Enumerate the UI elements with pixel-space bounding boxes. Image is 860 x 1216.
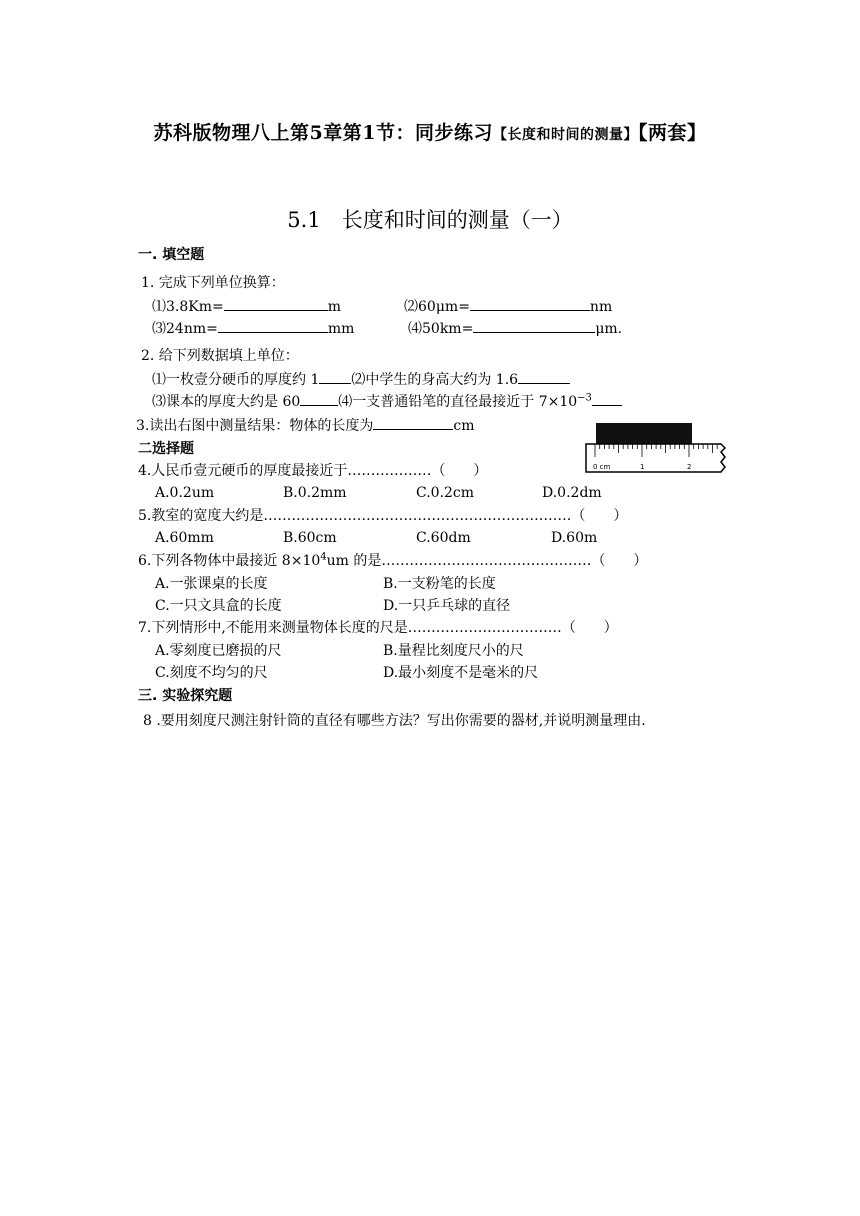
measured-object	[596, 423, 692, 445]
q6-option-d: D.一只乒乓球的直径	[383, 598, 511, 614]
part2-heading: 二选择题	[138, 441, 194, 457]
q1-item-a: ⑴3.8Km= m	[152, 296, 341, 316]
document-title	[0, 118, 860, 145]
q5-option-b: B.60cm	[283, 530, 337, 546]
ruler-figure	[583, 417, 731, 479]
q4-option-a: A.0.2um	[155, 485, 215, 501]
q5-option-c: C.60dm	[416, 530, 471, 546]
q5-option-d: D.60m	[551, 530, 598, 546]
q1-item-c: ⑶24nm= mm	[152, 318, 354, 338]
q4-option-b: B.0.2mm	[283, 485, 347, 501]
q5-stem: 5.教室的宽度大约是…………………………………………………………（ ）	[138, 508, 628, 524]
title-topic: 【长度和时间的测量】	[492, 127, 638, 143]
q1-stem: 1. 完成下列单位换算：	[141, 275, 285, 291]
q2-line-1: ⑴一枚壹分硬币的厚度约 1 ⑵中学生的身高大约为 1.6	[152, 369, 570, 389]
q6-option-a: A.一张课桌的长度	[155, 576, 268, 592]
q2-line-2: ⑶课本的厚度大约是 60 ⑷一支普通铅笔的直径最接近于 $7\times 10^{-3}$	[152, 391, 622, 411]
ruler-label-1: 1	[640, 463, 645, 471]
q2-stem: 2. 给下列数据填上单位：	[141, 348, 299, 364]
q8-stem: 8 .要用刻度尺测注射针筒的直径有哪些方法？写出你需要的器材,并说明测量理由.	[143, 713, 646, 729]
q4-option-c: C.0.2cm	[416, 485, 475, 501]
q4-option-d: D.0.2dm	[542, 485, 602, 501]
q1-item-b: ⑵60μm= nm	[404, 296, 612, 316]
ruler-label-2: 2	[687, 463, 692, 471]
q7-option-b: B.量程比刻度尺小的尺	[383, 643, 524, 659]
title-tail: 【两套】	[637, 122, 707, 144]
q1-item-d: ⑷50km= μm.	[408, 318, 622, 338]
section-title: 5.1 长度和时间的测量（一）	[287, 208, 573, 232]
ruler-label-0: 0 cm	[593, 463, 611, 471]
q7-option-c: C.刻度不均匀的尺	[155, 665, 268, 681]
q3-stem: 3.读出右图中测量结果：物体的长度为 cm	[136, 415, 474, 435]
q6-option-b: B.一支粉笔的长度	[383, 576, 496, 592]
part1-heading: 一. 填空题	[138, 247, 205, 263]
title-main: 苏科版物理八上第5章第1节：同步练习	[153, 122, 493, 144]
q7-stem: 7.下列情形中,不能用来测量物体长度的尺是……………………………（ ）	[138, 620, 618, 636]
part3-heading: 三. 实验探究题	[138, 688, 233, 704]
q6-stem: 6.下列各物体中最接近 $8\times 10^4um$ 的是………………………………………（ ）	[138, 551, 648, 569]
q7-option-a: A.零刻度已磨损的尺	[155, 643, 282, 659]
q6-option-c: C.一只文具盒的长度	[155, 598, 282, 614]
q5-option-a: A.60mm	[155, 530, 214, 546]
q7-option-d: D.最小刻度不是毫米的尺	[383, 665, 539, 681]
q4-stem: 4.人民币壹元硬币的厚度最接近于………………（ ）	[138, 463, 488, 479]
